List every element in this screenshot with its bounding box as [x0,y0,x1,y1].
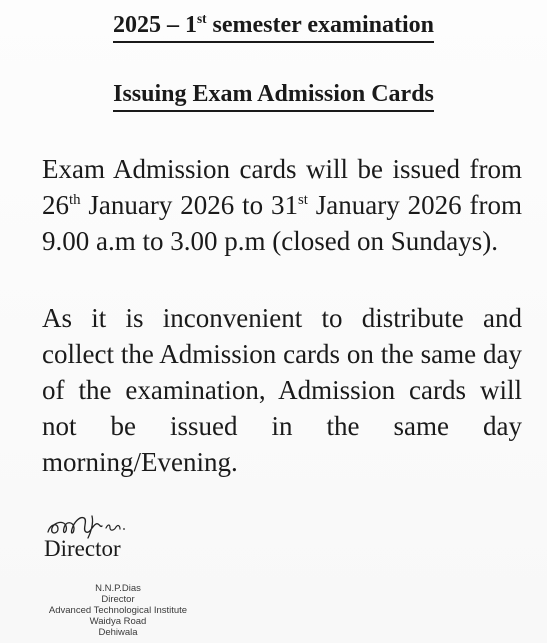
para1-text-2: January 2026 to 31 [80,190,299,220]
stamp-street: Waidya Road [89,616,147,627]
notice-subtitle-text: Issuing Exam Admission Cards [113,81,434,112]
para1-text-3: January 2026 from 9.00 a.m to 3.00 p.m (closed on Sundays). [42,190,522,256]
stamp-name: N.N.P.Dias [95,583,141,594]
signatory-title: Director [44,536,121,561]
title-year: 2025 – 1 [112,12,197,38]
notice-title [0,13,547,37]
stamp-city: Dehiwala [98,627,138,638]
para1-suffix-1: th [69,192,81,208]
para1-text-1: Exam Admission cards will be issued from 26 [42,154,522,220]
official-stamp [18,583,218,638]
issue-dates-paragraph [42,151,522,259]
title-ordinal-suffix: st [196,11,207,26]
title-rest: semester examination [206,12,435,38]
notice-title-underlined [113,12,434,43]
distribution-note-paragraph: As it is inconvenient to distribute and collect the Admission cards on the same day of the examination, Admission cards will not be issued in the same day morning/Evening. [42,303,522,477]
notice-subtitle [0,82,547,106]
stamp-institute: Advanced Technological Institute [48,605,188,616]
stamp-position: Director [101,594,135,605]
para1-suffix-2: st [298,192,308,208]
